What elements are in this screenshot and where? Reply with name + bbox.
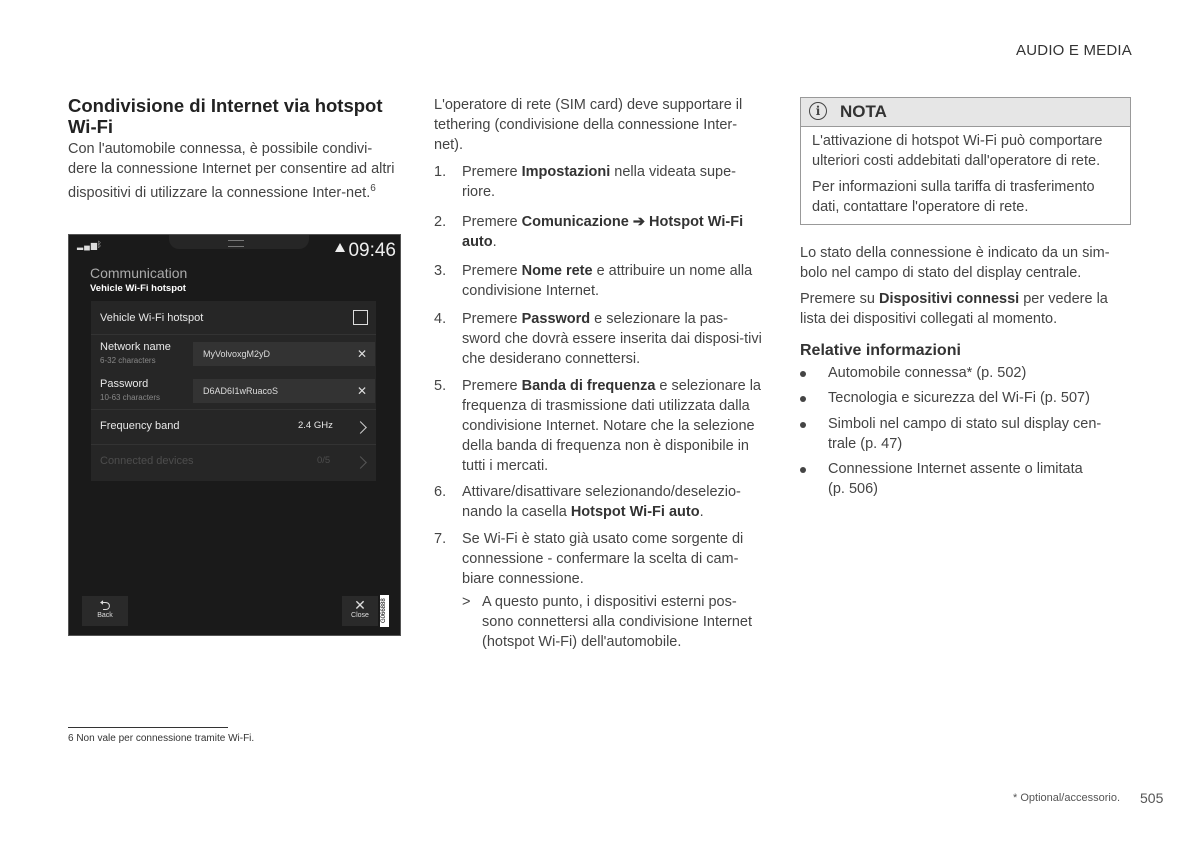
result-marker: >: [462, 594, 471, 610]
network-name-hint: 6-32 characters: [100, 356, 156, 365]
step-pre: Premere: [462, 164, 522, 180]
related-item[interactable]: [800, 388, 1130, 408]
step-text: [462, 482, 764, 522]
related-title: Relative informazioni: [800, 342, 961, 359]
password-field[interactable]: [193, 379, 375, 403]
settings-panel: [91, 301, 376, 481]
step-number: 7.: [434, 531, 447, 547]
chevron-right-icon: [354, 456, 367, 469]
app-title: Communication: [90, 265, 188, 281]
frequency-value: 2.4 GHz: [298, 420, 333, 431]
related-item[interactable]: [800, 414, 1130, 454]
close-label: Close: [351, 612, 369, 619]
footnote: 6 Non vale per connessione tramite Wi-Fi.: [68, 733, 255, 744]
section-label: AUDIO E MEDIA: [1016, 42, 1132, 59]
bluetooth-icon: ᛒ: [97, 240, 102, 249]
step-post: nella videata supe-riore.: [462, 164, 737, 200]
related-link[interactable]: Automobile connessa* (p. 502): [828, 365, 1027, 381]
step-text: [462, 212, 764, 252]
step-number: 1.: [434, 164, 447, 180]
bullet-icon: [800, 371, 806, 377]
step-text: [462, 309, 764, 369]
step-text: [462, 261, 764, 301]
step-pre: Premere: [462, 263, 522, 279]
middle-intro: L'operatore di rete (SIM card) deve supportare il tethering (condivisione della connessione Inter-net).: [434, 97, 743, 153]
screenshot-infotainment: [68, 234, 401, 636]
clear-password-icon[interactable]: ✕: [356, 384, 367, 398]
devices-post: per vedere la lista dei dispositivi collegati al momento.: [800, 291, 1108, 327]
step-key: Nome rete: [521, 263, 593, 279]
step-pre: Premere: [462, 311, 522, 327]
step-number: 3.: [434, 263, 447, 279]
step-post: e attribuire un nome alla condivisione Internet.: [462, 263, 753, 299]
frequency-label: Frequency band: [100, 420, 180, 432]
password-label: Password: [100, 378, 149, 390]
step-number: 5.: [434, 378, 447, 394]
step-number: 2.: [434, 214, 447, 230]
status-paragraph: Lo stato della connessione è indicato da un sim-bolo nel campo di stato del display centrale.: [800, 245, 1110, 281]
chevron-right-icon: [354, 421, 367, 434]
note-paragraph-1: L'attivazione di hotspot Wi-Fi può comportare ulteriori costi addebitati dall'operatore di rete.: [812, 133, 1103, 169]
related-link[interactable]: Tecnologia e sicurezza del Wi-Fi (p. 507): [828, 390, 1090, 406]
note-header: [801, 98, 1130, 127]
back-label: Back: [97, 612, 113, 619]
back-arrow-icon: ⮌: [99, 597, 111, 613]
network-name-label: Network name: [100, 341, 171, 353]
signal-icon: ▂▄▆: [77, 241, 98, 250]
bullet-icon: [800, 422, 806, 428]
step-key: Hotspot Wi-Fi auto: [570, 504, 700, 520]
step-key: Impostazioni: [521, 164, 611, 180]
password-hint: 10-63 characters: [100, 393, 161, 402]
step-text: Se Wi-Fi è stato già usato come sorgente di connessione - confermare la scelta di cam-biare connessione.: [462, 531, 744, 587]
step-number: 4.: [434, 311, 447, 327]
connected-devices-label: Connected devices: [100, 455, 194, 467]
hotspot-checkbox[interactable]: [353, 310, 368, 325]
step-key: Password: [521, 311, 591, 327]
step-pre: Premere: [462, 378, 522, 394]
intro-text: Con l'automobile connessa, è possibile condivi-dere la connessione Internet per consentire ad altri dispositivi di utilizzare la connessione Inter-net.: [68, 141, 395, 201]
related-item[interactable]: [800, 363, 1130, 383]
network-name-field[interactable]: [193, 342, 375, 366]
connected-devices-count: 0/5: [317, 455, 331, 466]
bullet-icon: [800, 467, 806, 473]
related-link[interactable]: Connessione Internet assente o limitata (p. 506): [828, 461, 1083, 497]
step-number: 6.: [434, 484, 447, 500]
status-time: 09:46: [348, 240, 396, 261]
step-key: Banda di frequenza: [521, 378, 656, 394]
section-title: Condivisione di Internet via hotspot Wi-Fi: [68, 95, 383, 137]
bullet-icon: [800, 396, 806, 402]
footnote-ref: 6: [370, 183, 376, 194]
result-text: A questo punto, i dispositivi esterni pos-sono connettersi alla condivisione Internet (hotspot Wi-Fi) dell'automobile.: [482, 594, 753, 650]
hotspot-label: Vehicle Wi-Fi hotspot: [100, 312, 204, 324]
password-value: D6AD6I1wRuacoS: [203, 386, 279, 396]
footnote-rule: [68, 727, 228, 728]
step-post: e selezionare la pas-sword che dovrà essere inserita dai disposi-tivi che desiderano connettersi.: [462, 311, 762, 367]
devices-pre: Premere su: [800, 291, 879, 307]
clear-network-name-icon[interactable]: ✕: [356, 347, 367, 361]
divider: [91, 334, 376, 335]
related-item[interactable]: [800, 459, 1130, 499]
step-key: Comunicazione ➔ Hotspot Wi-Fi auto: [462, 214, 744, 250]
connected-devices-row: [91, 445, 376, 479]
step-post: e selezionare la frequenza di trasmissione dati utilizzata dalla condivisione Internet. Notare che la selezione della banda di frequenza non è disponibile in tutti i mercati.: [462, 378, 761, 474]
step-text: [462, 376, 764, 476]
step-post: .: [699, 504, 704, 520]
devices-key: Dispositivi connessi: [878, 291, 1020, 307]
close-button[interactable]: [342, 596, 378, 626]
close-icon: ✕: [354, 597, 366, 613]
devices-paragraph: [800, 289, 1130, 329]
note-title: NOTA: [840, 102, 887, 121]
back-button[interactable]: [82, 596, 128, 626]
intro-paragraph: [68, 139, 398, 203]
note-paragraph-2: Per informazioni sulla tariffa di trasferimento dati, contattare l'operatore di rete.: [812, 179, 1095, 215]
related-link[interactable]: Simboli nel campo di stato sul display cen-trale (p. 47): [828, 416, 1102, 452]
step-post: .: [492, 234, 497, 250]
note-box: [800, 97, 1131, 225]
frequency-band-row[interactable]: [91, 410, 376, 444]
navigation-arrow-icon: [335, 243, 345, 252]
optional-note: * Optional/accessorio.: [1013, 792, 1120, 804]
step-pre: Premere: [462, 214, 522, 230]
screen-subtitle: Vehicle Wi-Fi hotspot: [90, 283, 186, 294]
menu-lines-icon: [228, 240, 244, 247]
network-name-value: MyVolvoxgM2yD: [203, 349, 271, 359]
page-number: 505: [1140, 790, 1164, 806]
step-text: [462, 162, 764, 202]
info-icon: i: [809, 102, 827, 120]
step-pre: Attivare/disattivare selezionando/deselezio-nando la casella: [462, 484, 741, 520]
image-code: G066888: [380, 595, 389, 627]
